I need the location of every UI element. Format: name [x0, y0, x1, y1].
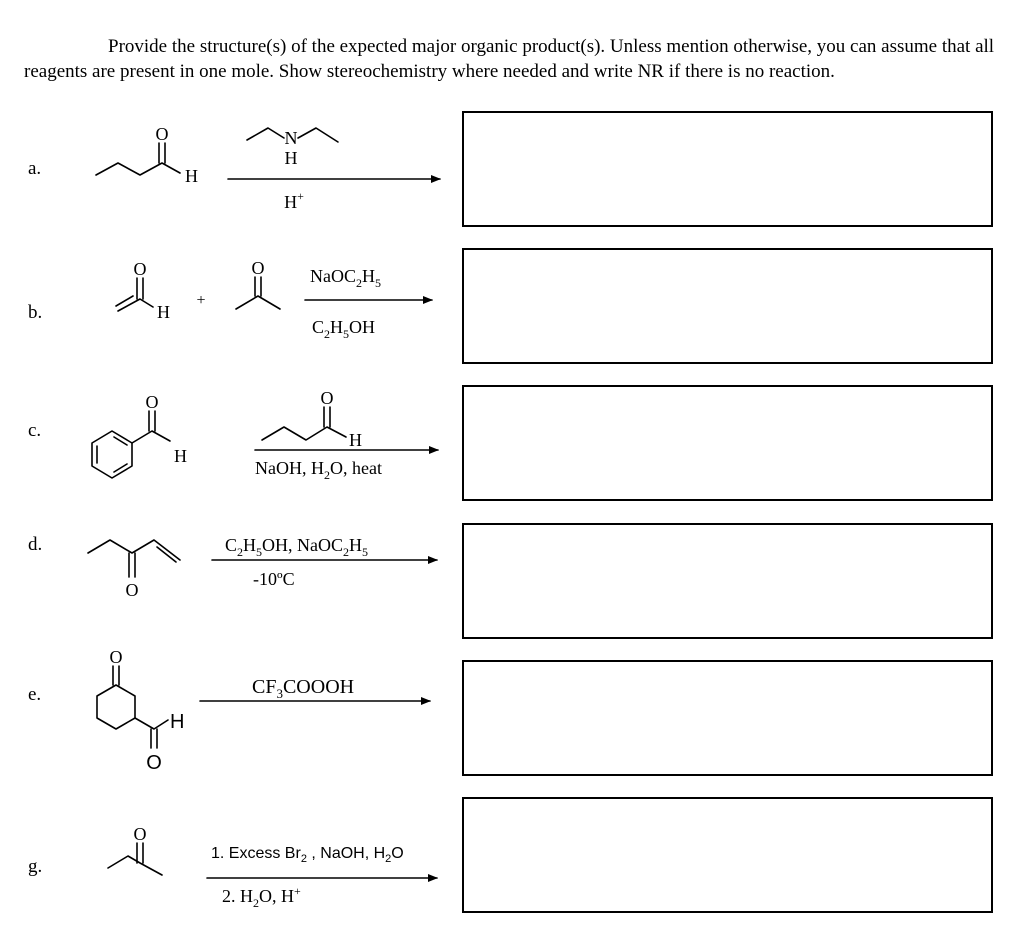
conditions-above-e: $CF_3COOOH$ — [252, 676, 355, 701]
acetone-oxygen: O — [251, 258, 265, 278]
problem-label-a: a. — [28, 158, 42, 179]
plus-sign-b: + — [196, 292, 206, 309]
butanone-structure — [108, 843, 162, 875]
conditions-below-b: $C_2H_5OH$ — [312, 317, 376, 341]
conditions-below-d: -10ºC — [253, 569, 295, 589]
ethyl-vinyl-ketone-structure — [88, 540, 180, 577]
conditions-above-b: $NaOC_2H_5$ — [310, 266, 381, 290]
aldehyde-hydrogen-e: H — [170, 711, 185, 733]
carbonyl-oxygen-b: O — [133, 259, 147, 279]
reagent-hydrogen-c: H — [349, 430, 362, 450]
instructions-text: Provide the structure(s) of the expected major organic product(s). Unless mention otherwise, you can assume that all reagents are present in one mole. Show stereochemistry where needed and write NR if there is no reaction. — [24, 36, 995, 82]
butanal-structure — [96, 143, 180, 175]
problem-label-c: c. — [28, 420, 42, 441]
acetone-structure — [236, 277, 280, 309]
reagent-oxygen-c: O — [320, 388, 334, 408]
aldehyde-oxygen-e: O — [146, 752, 162, 774]
amine-nitrogen: N — [284, 128, 298, 148]
carbonyl-oxygen-c: O — [145, 392, 159, 412]
aldehyde-hydrogen-c: H — [174, 446, 187, 466]
aldehyde-hydrogen-b: H — [157, 302, 170, 322]
carbonyl-oxygen-g: O — [133, 824, 147, 844]
ketone-oxygen-e: O — [109, 647, 123, 667]
conditions-below-a: H+ — [284, 189, 304, 212]
acrolein-structure — [116, 278, 153, 311]
carbonyl-oxygen-d: O — [125, 580, 139, 600]
oxocyclohexane-carbaldehyde-structure — [97, 666, 168, 748]
problem-label-e: e. — [28, 684, 42, 705]
problem-label-b: b. — [28, 302, 43, 323]
conditions-below-g: 2. $H_2O$, H+ — [222, 884, 301, 910]
conditions-above-d: $C_2H_5OH$, $NaOC_2H_5$ — [225, 535, 369, 559]
problem-label-d: d. — [28, 534, 43, 555]
aldehyde-hydrogen-a: H — [185, 166, 198, 186]
conditions-above-g: 1. Excess $Br_2$ , NaOH, $H_2O$ — [211, 845, 404, 865]
problem-label-g: g. — [28, 856, 43, 877]
conditions-below-c: NaOH, $H_2O$, heat — [255, 458, 382, 482]
butanal-reagent-structure — [262, 407, 346, 440]
amine-hydrogen: H — [284, 148, 298, 168]
benzaldehyde-structure — [92, 411, 170, 478]
carbonyl-oxygen-a: O — [155, 124, 169, 144]
